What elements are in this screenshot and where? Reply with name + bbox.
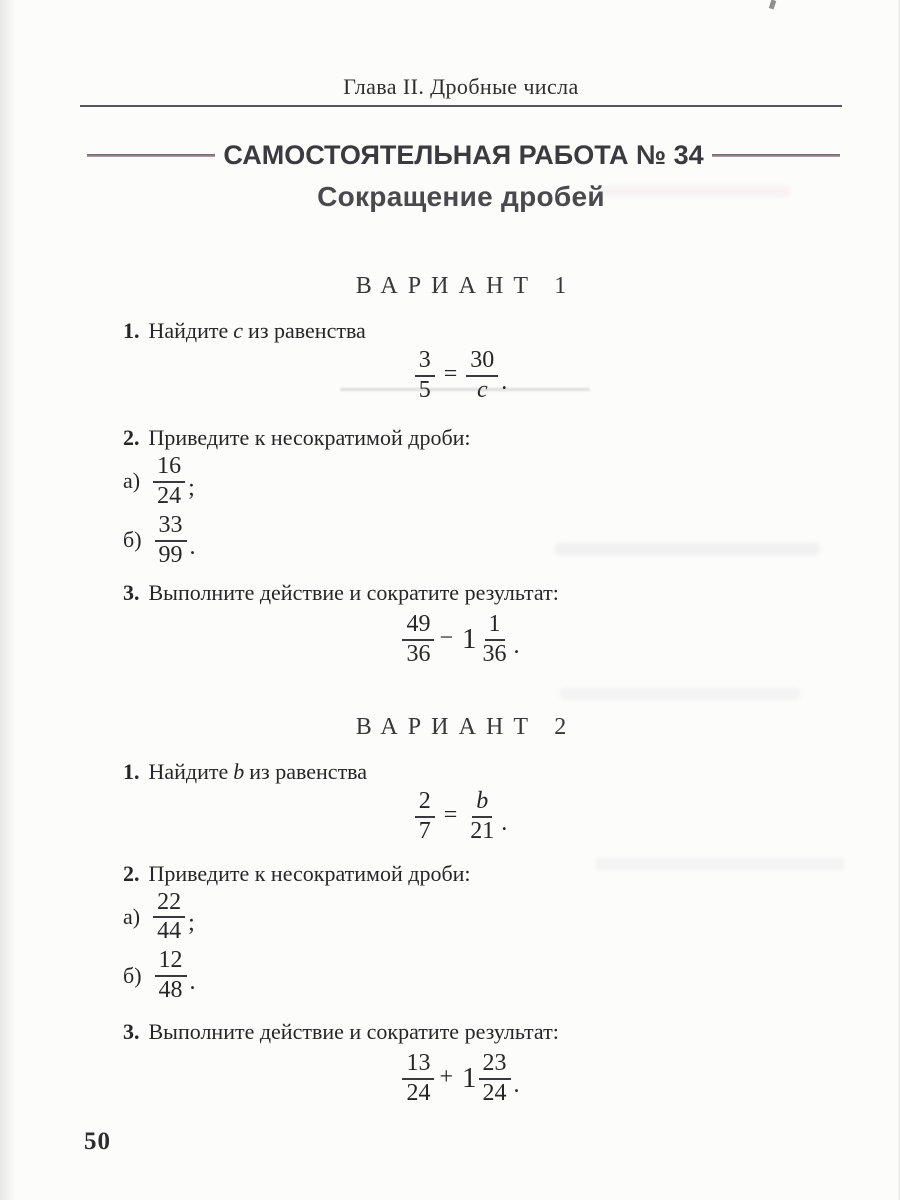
- fraction-numerator: 16: [153, 454, 185, 483]
- problem-number: 1.: [123, 758, 140, 784]
- fraction-denominator: 48: [158, 977, 183, 1004]
- fraction-numerator: 3: [415, 348, 435, 377]
- title-decorative-line-right: [712, 154, 840, 157]
- worksheet-subtitle: Сокращение дробей: [317, 181, 605, 212]
- problem-text: Выполните действие и сократите результат:: [148, 579, 559, 605]
- problem-number: 3.: [123, 1019, 140, 1045]
- problem-text: из равенства: [248, 318, 366, 343]
- punctuation: ;: [188, 474, 195, 501]
- variant-2-section: [0, 714, 900, 1107]
- fraction: [153, 454, 185, 509]
- running-head: Глава II. Дробные числа: [343, 74, 579, 99]
- fraction-denominator: 36: [406, 640, 431, 667]
- fraction-denominator: 36: [482, 640, 507, 667]
- whole-number: 1: [462, 622, 477, 655]
- variant-1-heading: ВАРИАНТ 1: [355, 273, 577, 299]
- fraction-numerator: 12: [155, 948, 187, 977]
- fraction: [155, 948, 187, 1003]
- equation: [80, 612, 842, 667]
- problem-number: 3.: [123, 579, 140, 605]
- scan-artifact: [595, 858, 845, 870]
- fraction-denominator: 7: [418, 817, 431, 844]
- fraction-numerator: 23: [479, 1051, 511, 1080]
- problem-2-statement: [123, 425, 842, 451]
- worksheet-title: САМОСТОЯТЕЛЬНАЯ РАБОТА № 34: [223, 140, 704, 170]
- equals-sign: =: [443, 360, 458, 387]
- punctuation: .: [513, 632, 520, 659]
- problem-variable: b: [233, 758, 245, 784]
- fraction-numerator: 13: [402, 1051, 434, 1080]
- fraction-numerator: 33: [155, 513, 187, 542]
- punctuation: .: [501, 368, 508, 395]
- whole-number: 1: [462, 1062, 477, 1095]
- fraction-numerator: 30: [466, 348, 498, 377]
- punctuation: .: [189, 969, 196, 996]
- fraction: [402, 612, 434, 667]
- scan-edge-shadow: [0, 0, 16, 1200]
- fraction-denominator: 24: [406, 1080, 431, 1107]
- fraction-denominator: 24: [157, 482, 182, 509]
- problem-3-statement: [123, 1019, 842, 1045]
- problem-number: 2.: [123, 860, 140, 886]
- punctuation: .: [513, 1072, 520, 1099]
- fraction: [466, 348, 498, 403]
- item-marker: а): [123, 468, 141, 494]
- fraction: [153, 890, 185, 945]
- list-item-a: [123, 454, 842, 509]
- fraction: [155, 513, 187, 568]
- list-item-a: [123, 890, 842, 945]
- fraction-numerator: 49: [402, 612, 434, 641]
- equation: [80, 789, 842, 844]
- scan-artifact: [560, 688, 800, 700]
- problem-text: Приведите к несократимой дроби:: [148, 860, 471, 886]
- fraction: [415, 348, 435, 403]
- scan-artifact: [340, 388, 590, 391]
- fraction: [466, 789, 498, 844]
- scan-artifact: [600, 186, 790, 197]
- punctuation: .: [189, 533, 196, 560]
- variant-2-heading: ВАРИАНТ 2: [355, 713, 577, 740]
- fraction: [415, 789, 435, 844]
- problem-text: Найдите: [148, 758, 229, 784]
- fraction-denominator: 44: [157, 918, 182, 945]
- plus-sign: +: [439, 1064, 454, 1091]
- variant-1-section: [0, 273, 900, 667]
- problem-1-statement: [123, 318, 842, 344]
- fraction-denominator: 24: [482, 1080, 507, 1107]
- problem-3-statement: [123, 580, 842, 606]
- problem-text: из равенства: [249, 758, 368, 784]
- fraction-denominator: 99: [158, 541, 183, 568]
- fraction-denominator: 21: [470, 817, 495, 844]
- minus-sign: −: [439, 624, 454, 651]
- list-item-b: [123, 513, 842, 568]
- problem-number: 2.: [123, 424, 140, 450]
- scan-artifact: [555, 543, 820, 555]
- fraction-denominator: c: [476, 376, 488, 403]
- list-item-b: [123, 948, 842, 1003]
- page-number: 50: [84, 1128, 111, 1155]
- worksheet-title-row: [87, 139, 840, 172]
- fraction: [479, 1051, 511, 1106]
- item-marker: а): [123, 903, 141, 929]
- punctuation: .: [501, 809, 508, 836]
- title-decorative-line-left: [87, 154, 215, 157]
- equation: [80, 348, 842, 403]
- problem-text: Найдите: [148, 318, 229, 343]
- fraction-numerator: 1: [485, 612, 505, 641]
- fraction: [402, 1051, 434, 1106]
- fraction-numerator: b: [472, 789, 492, 818]
- problem-1-statement: [123, 759, 842, 785]
- header-rule: [80, 105, 842, 107]
- fraction-numerator: 2: [415, 789, 435, 818]
- item-marker: б): [123, 527, 142, 553]
- fraction-numerator: 22: [153, 890, 185, 919]
- problem-text: Выполните действие и сократите результат:: [148, 1019, 559, 1045]
- fraction: [479, 612, 511, 667]
- equals-sign: =: [443, 801, 458, 828]
- problem-variable: c: [233, 318, 244, 343]
- fraction-denominator: 5: [418, 376, 431, 403]
- punctuation: ;: [188, 910, 195, 937]
- item-marker: б): [123, 962, 142, 988]
- problem-number: 1.: [123, 318, 140, 343]
- equation: [80, 1051, 842, 1106]
- problem-text: Приведите к несократимой дроби:: [148, 424, 471, 450]
